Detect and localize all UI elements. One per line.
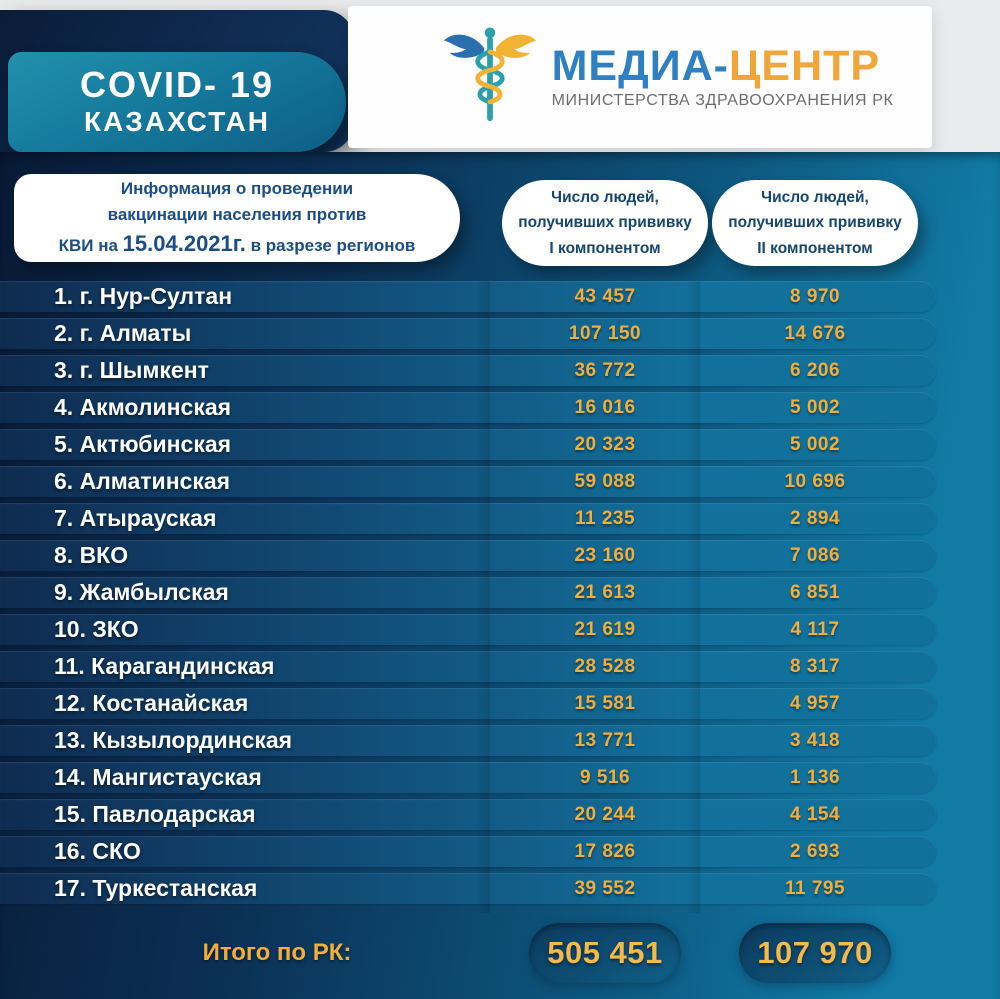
region-label: 16. СКО (54, 838, 141, 864)
table-row (0, 762, 936, 793)
region-label: 14. Мангистауская (54, 764, 262, 790)
component2-value: 11 795 (784, 877, 846, 899)
component2-value: 4 117 (790, 618, 840, 640)
component1-value: 20 244 (574, 803, 636, 825)
column-header-component1 (502, 180, 708, 266)
component1-value: 23 160 (574, 544, 636, 566)
col1-line1: Число людей, (551, 189, 659, 207)
component2-value: 2 693 (789, 840, 841, 862)
component1-value: 21 613 (574, 581, 636, 603)
table-row (0, 799, 936, 830)
info-line-2: вакцинации населения против (107, 204, 367, 224)
logo-title (551, 41, 894, 90)
component1-value: 13 771 (574, 729, 636, 751)
info-line-3-suffix: в разрезе регионов (245, 236, 416, 255)
covid-19-badge (8, 52, 346, 152)
col2-line2: получивших прививку (728, 214, 902, 232)
region-label: 1. г. Нур-Султан (54, 283, 233, 309)
caduceus-icon (442, 19, 538, 136)
component1-value: 9 516 (579, 766, 631, 788)
table-row (0, 466, 936, 497)
component1-value: 20 323 (574, 433, 636, 455)
table-row (0, 614, 936, 645)
regions-table (0, 281, 1000, 910)
component2-value: 7 086 (789, 544, 841, 566)
info-line-1: Информация о проведении (120, 179, 354, 198)
header (0, 0, 1000, 152)
col2-line1: Число людей, (761, 189, 869, 207)
component2-value: 6 851 (789, 581, 841, 603)
component1-value: 39 552 (574, 877, 636, 899)
totals-label: Итого по РК: (202, 939, 352, 966)
col2-line3: II компонентом (757, 239, 873, 257)
info-date: 15.04.2021г. (122, 231, 246, 256)
component1-value: 11 235 (574, 507, 636, 529)
table-row (0, 392, 936, 423)
region-label: 11. Карагандинская (54, 653, 275, 679)
component1-value: 43 457 (574, 285, 636, 307)
region-label: 6. Алматинская (54, 468, 231, 494)
table-row (0, 355, 936, 386)
component1-value: 36 772 (574, 359, 636, 381)
region-label: 13. Кызылординская (54, 727, 293, 753)
region-label: 12. Костанайская (54, 690, 249, 716)
logo-title-media: МЕДИА- (551, 41, 730, 90)
component1-value: 107 150 (568, 322, 642, 344)
region-label: 7. Атырауская (54, 505, 217, 531)
component2-value: 5 002 (789, 433, 841, 455)
column-header-component2 (712, 180, 918, 266)
table-row (0, 540, 936, 571)
region-label: 4. Акмолинская (54, 394, 232, 420)
table-row (0, 429, 936, 460)
table-row (0, 688, 936, 719)
table-row (0, 281, 936, 312)
region-label: 2. г. Алматы (54, 320, 192, 346)
component2-value: 4 154 (789, 803, 841, 825)
component2-value: 3 418 (789, 729, 841, 751)
logo-subtitle: МИНИСТЕРСТВА ЗДРАВООХРАНЕНИЯ РК (551, 91, 894, 109)
component1-value: 16 016 (574, 396, 636, 418)
component2-value: 14 676 (784, 322, 846, 344)
table-row (0, 873, 936, 904)
component2-value: 6 206 (789, 359, 841, 381)
region-label: 10. ЗКО (54, 616, 139, 642)
table-row (0, 836, 936, 867)
region-label: 8. ВКО (54, 542, 129, 568)
table-body (0, 152, 1000, 999)
component1-value: 15 581 (574, 692, 636, 714)
component2-value: 1 136 (789, 766, 841, 788)
component1-value: 17 826 (574, 840, 636, 862)
badge-title: COVID- 19 (79, 64, 275, 106)
totals-row (0, 920, 936, 986)
table-row (0, 503, 936, 534)
component1-value: 28 528 (574, 655, 636, 677)
region-label: 17. Туркестанская (54, 875, 258, 901)
component2-value: 8 970 (789, 285, 841, 307)
total-component1-capsule (529, 923, 681, 983)
header-navy-panel (0, 10, 354, 152)
logo-title-center: ЦЕНТР (729, 41, 881, 90)
total-component1-value: 505 451 (547, 935, 663, 970)
total-component2-value: 107 970 (757, 935, 873, 970)
table-row (0, 577, 936, 608)
component2-value: 4 957 (789, 692, 841, 714)
table-row (0, 651, 936, 682)
component2-value: 2 894 (789, 507, 841, 529)
media-center-logo-panel (348, 6, 932, 148)
table-row (0, 725, 936, 756)
region-label: 5. Актюбинская (54, 431, 232, 457)
component2-value: 8 317 (789, 655, 841, 677)
component1-value: 59 088 (574, 470, 636, 492)
col1-line3: I компонентом (549, 239, 661, 257)
col1-line2: получивших прививку (518, 214, 692, 232)
info-line-3-prefix: КВИ на (58, 236, 123, 255)
total-component2-capsule (739, 923, 891, 983)
info-line-3 (59, 227, 416, 260)
component2-value: 5 002 (789, 396, 841, 418)
region-label: 15. Павлодарская (54, 801, 256, 827)
badge-subtitle: КАЗАХСТАН (84, 106, 270, 137)
info-box (14, 174, 460, 262)
region-label: 3. г. Шымкент (54, 357, 209, 383)
table-row (0, 318, 936, 349)
component1-value: 21 619 (574, 618, 636, 640)
region-label: 9. Жамбылская (54, 579, 229, 605)
component2-value: 10 696 (784, 470, 846, 492)
logo-text (551, 41, 894, 110)
